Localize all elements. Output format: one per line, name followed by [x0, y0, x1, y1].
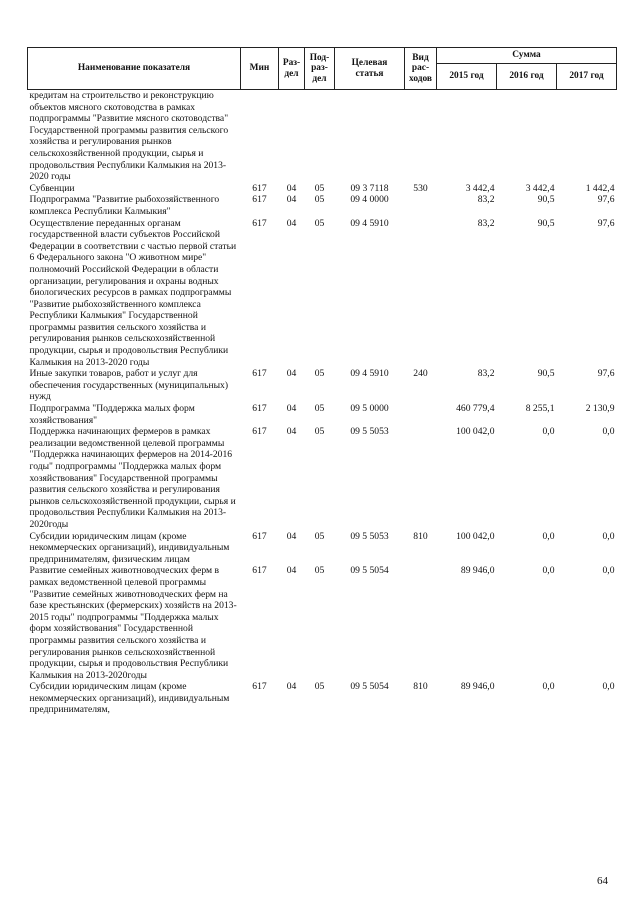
- row-sum-2017: 97,6: [597, 368, 615, 380]
- row-sum-2015: 3 442,4: [465, 182, 495, 194]
- row-sum-2017: 0,0: [602, 681, 615, 693]
- row-sum-2015: 83,2: [477, 217, 495, 229]
- row-podrazdel: 05: [314, 681, 325, 693]
- row-podrazdel: 05: [314, 194, 325, 206]
- row-sum-2017: 0,0: [602, 426, 615, 438]
- row-sum-2016: 0,0: [542, 565, 555, 577]
- row-target-article: 09 4 5910: [350, 368, 389, 380]
- row-min: [241, 90, 279, 183]
- row-razdel: 04: [286, 217, 297, 229]
- header-min: Мин: [241, 48, 279, 90]
- table-row: [28, 218, 617, 369]
- row-podrazdel: 05: [314, 565, 325, 577]
- row-target-article: 09 5 5054: [350, 681, 389, 693]
- row-sum-2017: 2 130,9: [585, 403, 615, 415]
- row-sum-2015: [437, 90, 497, 183]
- row-sum-2017: [557, 90, 617, 183]
- row-target-article: 09 5 5053: [350, 530, 389, 542]
- table-row: [28, 565, 617, 681]
- row-min: 617: [252, 217, 267, 229]
- row-name: Осуществление переданных органам государственной власти субъектов Российской Федерации в соответствии с частью первой статьи 6 Федерального закона "О животном мире" полномочий Российской Федерации в области организации, регулирования и охраны водных биологических ресурсов в рамках подпрограммы "Развитие рыбохозяйственного комплекса Республики Калмыкия" Государственной программы развития сельского хозяйства и регулирования рынков сельскохозяйственной продукции, сырья и продовольствия Республики Калмыкия на 2013-2020 годы: [29, 217, 237, 368]
- row-min: 617: [252, 681, 267, 693]
- row-sum-2016: 90,5: [537, 194, 555, 206]
- row-target-article: 09 5 5053: [350, 426, 389, 438]
- row-sum-2017: 97,6: [597, 217, 615, 229]
- row-expense-type: [405, 426, 437, 530]
- row-razdel: 04: [286, 194, 297, 206]
- row-expense-type: 240: [413, 368, 428, 380]
- row-razdel: [279, 90, 305, 183]
- page-number: 64: [597, 875, 608, 887]
- row-name: Субсидии юридическим лицам (кроме некоммерческих организаций), индивидуальным предпринимателям,: [29, 681, 230, 716]
- row-sum-2016: 90,5: [537, 368, 555, 380]
- row-name: Поддержка начинающих фермеров в рамках реализации ведомственной целевой программы "Поддержка начинающих фермеров на 2014-2016 годы" подпрограммы "Поддержка малых форм хозяйствования" Государственной программы развития сельского хозяйства и регулирования рынков сельскохозяйственной продукции, сырья и продовольствия Республики Калмыкия на 2013-2020годы: [29, 426, 236, 530]
- row-razdel: 04: [286, 403, 297, 415]
- row-min: 617: [252, 565, 267, 577]
- table-body: [28, 90, 617, 717]
- header-podrazdel: Под- раз- дел: [305, 48, 335, 90]
- row-expense-type: [405, 218, 437, 369]
- table-row: [28, 531, 617, 566]
- budget-table: [27, 47, 617, 716]
- row-sum-2015: 100 042,0: [456, 426, 495, 438]
- table-row: [28, 426, 617, 530]
- row-expense-type: 530: [413, 182, 428, 194]
- row-sum-2016: 90,5: [537, 217, 555, 229]
- row-expense-type: 810: [413, 530, 428, 542]
- header-razdel: Раз- дел: [279, 48, 305, 90]
- header-target: Целевая статья: [335, 48, 405, 90]
- row-min: 617: [252, 403, 267, 415]
- row-expense-type: [405, 403, 437, 426]
- table-row: [28, 403, 617, 426]
- row-expense-type: [405, 194, 437, 217]
- row-sum-2017: 97,6: [597, 194, 615, 206]
- row-target-article: 09 5 0000: [350, 403, 389, 415]
- header-vid: Вид рас- ходов: [405, 48, 437, 90]
- row-sum-2016: 0,0: [542, 426, 555, 438]
- row-sum-2017: 1 442,4: [585, 182, 615, 194]
- row-podrazdel: 05: [314, 182, 325, 194]
- row-podrazdel: 05: [314, 426, 325, 438]
- row-name: Субвенции: [29, 182, 75, 194]
- row-target-article: 09 5 5054: [350, 565, 389, 577]
- row-name: Подпрограмма "Развитие рыбохозяйственного комплекса Республики Калмыкия": [29, 194, 220, 217]
- row-sum-2016: 3 442,4: [525, 182, 555, 194]
- row-podrazdel: 05: [314, 530, 325, 542]
- row-name: Иные закупки товаров, работ и услуг для обеспечения государственных (муниципальных) нужд: [29, 368, 229, 403]
- table-row: [28, 183, 617, 195]
- row-sum-2015: 89 946,0: [460, 565, 495, 577]
- table-row: [28, 194, 617, 217]
- row-name: кредитам на строительство и реконструкцию объектов мясного скотоводства в рамках подпрограммы "Развитие мясного скотоводства" Государственной программы развития сельского хозяйства и регулирования рынков сельскохозяйственной продукции, сырья и продовольствия Республики Калмыкия на 2013-2020 годы: [29, 90, 229, 183]
- row-razdel: 04: [286, 681, 297, 693]
- table-row: [28, 681, 617, 716]
- row-min: 617: [252, 194, 267, 206]
- row-sum-2016: 8 255,1: [525, 403, 555, 415]
- row-sum-2015: 460 779,4: [456, 403, 495, 415]
- row-sum-2017: 0,0: [602, 530, 615, 542]
- header-sum: Сумма: [437, 48, 617, 64]
- table-row: [28, 368, 617, 403]
- row-razdel: 04: [286, 565, 297, 577]
- row-name: Развитие семейных животноводческих ферм в рамках ведомственной целевой программы "Развитие семейных животноводческих ферм на базе крестьянских (фермерских) хозяйств на 2013-2015 годы" подпрограммы "Поддержка малых форм хозяйствования" Государственной программы развития сельского хозяйства и регулирования рынков сельскохозяйственной продукции, сырья и продовольствия Республики Калмыкия на 2013-2020годы: [29, 565, 237, 681]
- row-razdel: 04: [286, 182, 297, 194]
- row-expense-type: [405, 565, 437, 681]
- row-podrazdel: 05: [314, 217, 325, 229]
- row-min: 617: [252, 530, 267, 542]
- row-min: 617: [252, 368, 267, 380]
- row-razdel: 04: [286, 426, 297, 438]
- row-target-article: 09 4 0000: [350, 194, 389, 206]
- row-razdel: 04: [286, 530, 297, 542]
- row-sum-2016: 0,0: [542, 681, 555, 693]
- table-row: [28, 90, 617, 183]
- row-sum-2015: 100 042,0: [456, 530, 495, 542]
- row-sum-2016: [497, 90, 557, 183]
- row-podrazdel: 05: [314, 403, 325, 415]
- row-target-article: [335, 90, 405, 183]
- row-razdel: 04: [286, 368, 297, 380]
- row-podrazdel: 05: [314, 368, 325, 380]
- header-2015: 2015 год: [437, 64, 497, 90]
- row-expense-type: 810: [413, 681, 428, 693]
- row-name: Субсидии юридическим лицам (кроме некоммерческих организаций), индивидуальным предпринимателям, физическим лицам: [29, 530, 230, 565]
- row-sum-2015: 83,2: [477, 194, 495, 206]
- header-name: Наименование показателя: [28, 48, 241, 90]
- row-sum-2017: 0,0: [602, 565, 615, 577]
- row-min: 617: [252, 426, 267, 438]
- header-2017: 2017 год: [557, 64, 617, 90]
- row-sum-2015: 89 946,0: [460, 681, 495, 693]
- row-min: 617: [252, 182, 267, 194]
- row-target-article: 09 3 7118: [350, 182, 389, 194]
- row-sum-2015: 83,2: [477, 368, 495, 380]
- header-2016: 2016 год: [497, 64, 557, 90]
- row-expense-type: [405, 90, 437, 183]
- row-sum-2016: 0,0: [542, 530, 555, 542]
- row-name: Подпрограмма "Поддержка малых форм хозяйствования": [29, 403, 195, 426]
- row-target-article: 09 4 5910: [350, 217, 389, 229]
- row-podrazdel: [305, 90, 335, 183]
